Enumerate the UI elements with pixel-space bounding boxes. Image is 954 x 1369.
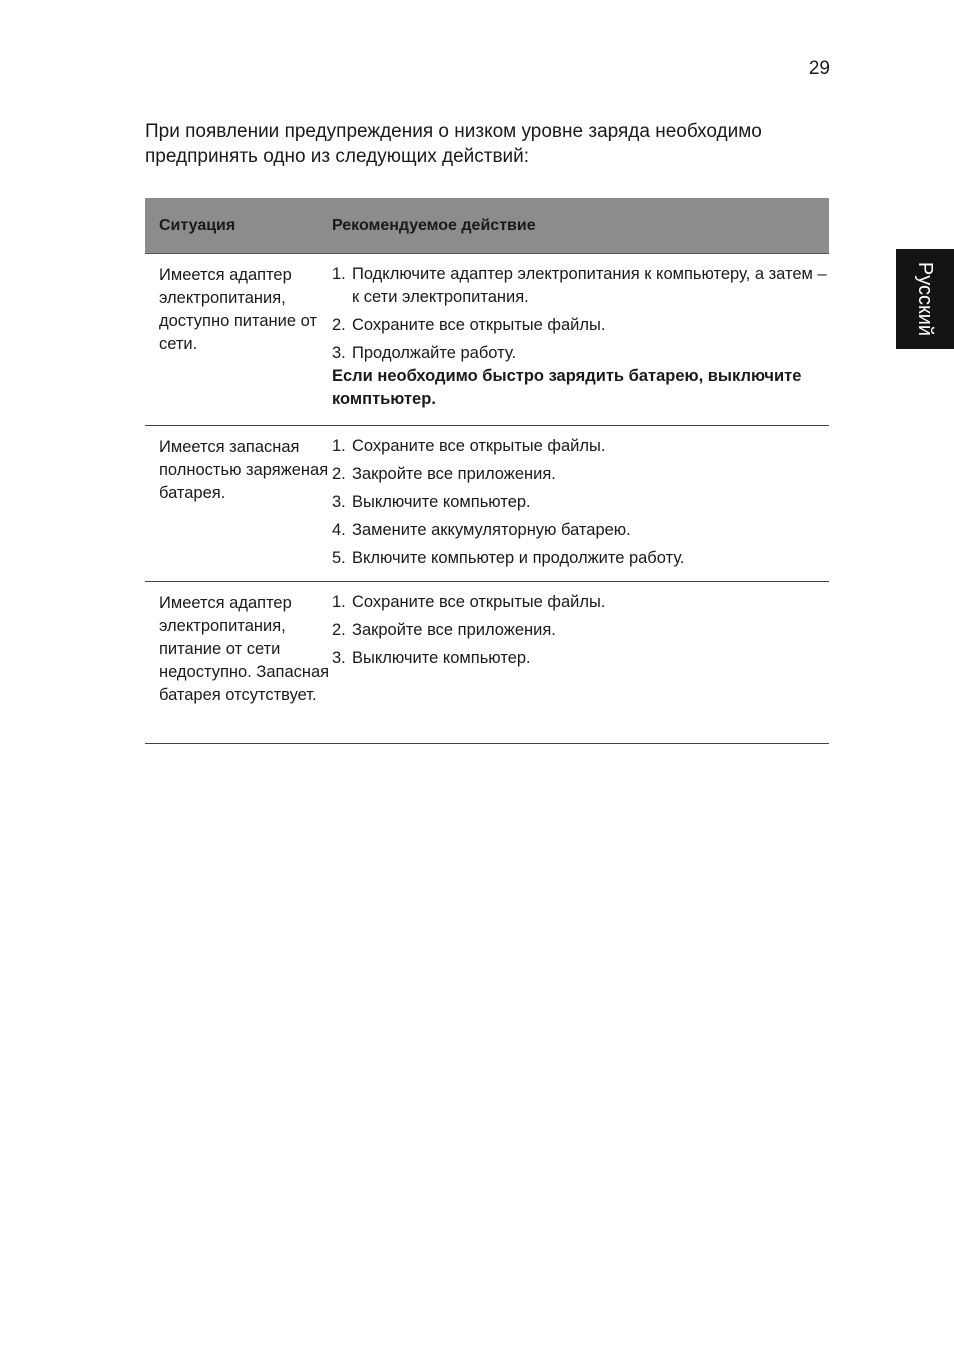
- step-number: 5.: [332, 549, 346, 567]
- situation-cell: Имеется адаптер электропитания, доступно питание от сети.: [159, 266, 318, 353]
- bold-note: Если необходимо быстро зарядить батарею, выключите комптьютер.: [332, 367, 802, 408]
- situation-cell: Имеется запасная полностью заряженая батарея.: [159, 438, 329, 502]
- step-text: Продолжайте работу.: [352, 344, 517, 362]
- step-text: Замените аккумуляторную батарею.: [352, 521, 631, 539]
- step-text: Выключите компьютер.: [352, 493, 531, 511]
- table-row: [145, 582, 829, 744]
- step-item: [332, 463, 829, 486]
- step-item: [332, 519, 829, 542]
- step-number: 1.: [332, 437, 346, 455]
- step-number: 2.: [332, 316, 346, 334]
- action-cell: [332, 582, 829, 743]
- step-item: [332, 491, 829, 514]
- table-row: [145, 426, 829, 582]
- step-text: Подключите адаптер электропитания к компьютеру, а затем – к сети электропитания.: [352, 265, 827, 306]
- step-item: [332, 342, 829, 365]
- page-number: 29: [808, 58, 830, 79]
- language-tab: [896, 249, 954, 349]
- step-text: Включите компьютер и продолжите работу.: [352, 549, 685, 567]
- step-text: Закройте все приложения.: [352, 621, 556, 639]
- step-number: 3.: [332, 344, 346, 362]
- step-item: [332, 547, 829, 570]
- step-number: 1.: [332, 593, 346, 611]
- step-text: Закройте все приложения.: [352, 465, 556, 483]
- step-text: Сохраните все открытые файлы.: [352, 437, 606, 455]
- step-item: [332, 314, 829, 337]
- header-situation: Ситуация: [159, 216, 236, 234]
- step-item: [332, 619, 829, 642]
- action-cell: [332, 254, 829, 425]
- step-text: Сохраните все открытые файлы.: [352, 316, 606, 334]
- step-number: 3.: [332, 649, 346, 667]
- step-text: Сохраните все открытые файлы.: [352, 593, 606, 611]
- step-number: 3.: [332, 493, 346, 511]
- header-action: Рекомендуемое действие: [332, 216, 536, 234]
- table-header: [145, 198, 829, 254]
- language-tab-label: Русский: [914, 261, 936, 337]
- situation-cell: Имеется адаптер электропитания, питание от сети недоступно. Запасная батарея отсутствует.: [159, 594, 330, 704]
- step-item: [332, 647, 829, 670]
- step-item: [332, 435, 829, 458]
- action-cell: [332, 426, 829, 581]
- step-text: Выключите компьютер.: [352, 649, 531, 667]
- table-row: [145, 254, 829, 426]
- step-number: 2.: [332, 465, 346, 483]
- step-number: 4.: [332, 521, 346, 539]
- step-number: 2.: [332, 621, 346, 639]
- battery-warning-table: [145, 198, 829, 744]
- step-number: 1.: [332, 265, 346, 283]
- intro-paragraph: При появлении предупреждения о низком уровне заряда необходимо предпринять одно из следующих действий:: [145, 121, 762, 167]
- step-item: [332, 591, 829, 614]
- step-item: [332, 263, 829, 309]
